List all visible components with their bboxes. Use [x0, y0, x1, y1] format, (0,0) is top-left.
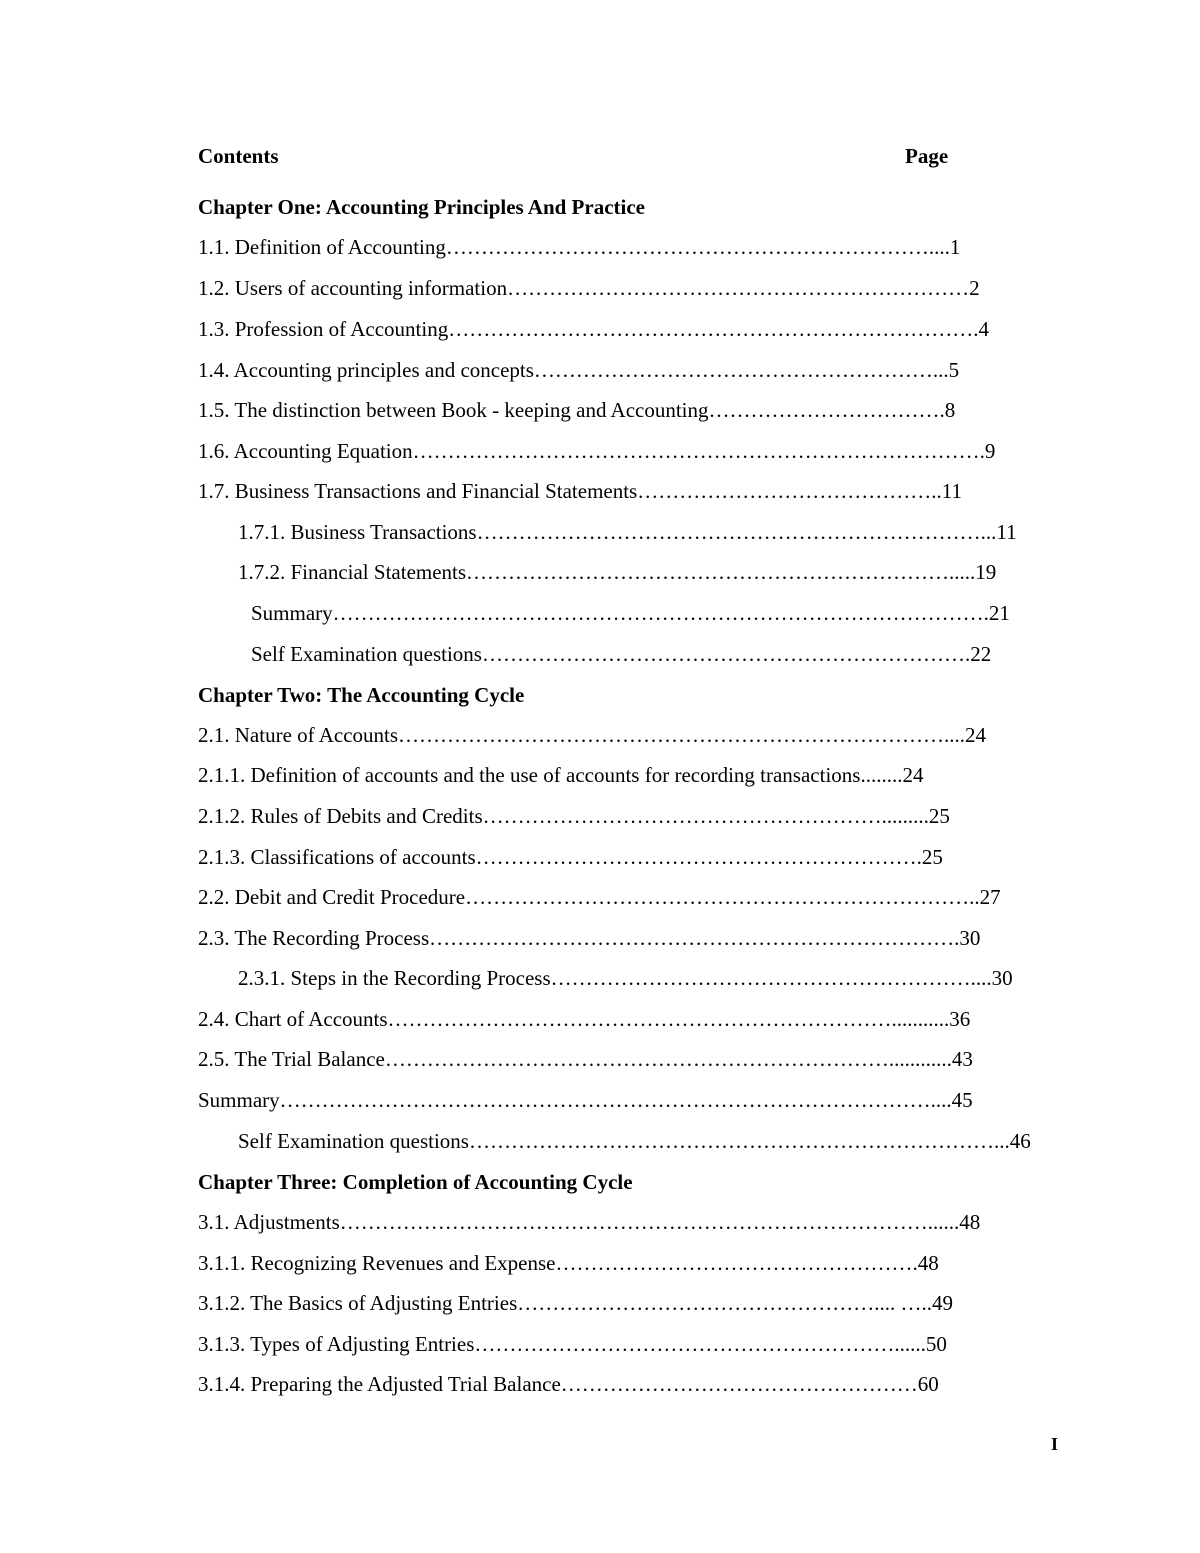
toc-entry: Self Examination questions…………………………………………………………….22 [251, 642, 992, 666]
toc-entry: 1.2. Users of accounting information…………………………………………………………2 [198, 276, 980, 300]
chapter-heading: Chapter One: Accounting Principles And Practice [198, 195, 645, 219]
toc-entry: 2.4. Chart of Accounts………………………………………………………………...........36 [198, 1007, 971, 1031]
toc-entry: 1.3. Profession of Accounting………………………………………………………………….4 [198, 317, 989, 341]
toc-entry: Summary………………………………………………………………………………….21 [251, 601, 1010, 625]
toc-entry: 1.1. Definition of Accounting……………………………………………………………....1 [198, 235, 961, 259]
toc-entry: 2.1.3. Classifications of accounts……………………………………………………….25 [198, 845, 943, 869]
contents-heading: Contents [198, 144, 279, 168]
page-column-heading: Page [905, 144, 949, 168]
toc-entry: 1.4. Accounting principles and concepts…………………………………………………...5 [198, 358, 960, 382]
toc-entry: 2.1. Nature of Accounts……………………………………………………………………....24 [198, 723, 987, 747]
page-number: I [1051, 1434, 1059, 1454]
chapter-heading: Chapter Three: Completion of Accounting Cycle [198, 1170, 633, 1194]
toc-entry: 3.1. Adjustments…………………………………………………………………………......48 [198, 1210, 981, 1234]
toc-entry: Summary…………………………………………………………………………………....45 [198, 1088, 973, 1112]
toc-entry: 2.1.1. Definition of accounts and the use of accounts for recording transactions........24 [198, 763, 924, 787]
toc-entry: 2.5. The Trial Balance………………………………………………………………............43 [198, 1047, 973, 1071]
toc-entry: 1.5. The distinction between Book - keeping and Accounting…………………………….8 [198, 398, 956, 422]
toc-entry: Self Examination questions…………………………………………………………………...46 [238, 1129, 1031, 1153]
toc-entry: 3.1.4. Preparing the Adjusted Trial Balance……………………………………………60 [198, 1372, 939, 1396]
toc-entry: 2.1.2. Rules of Debits and Credits………………………………………………….........25 [198, 804, 950, 828]
toc-entry: 1.7.2. Financial Statements…………………………………………………………….....19 [238, 560, 997, 584]
chapter-heading: Chapter Two: The Accounting Cycle [198, 683, 525, 707]
toc-entry: 1.7.1. Business Transactions………………………………………………………………...11 [238, 520, 1017, 544]
toc-entry: 3.1.2. The Basics of Adjusting Entries…………………………………………….... …..49 [198, 1291, 954, 1315]
toc-entry: 3.1.1. Recognizing Revenues and Expense…………………………………………….48 [198, 1251, 939, 1275]
toc-entry: 1.7. Business Transactions and Financial Statements……………………………………..11 [198, 479, 962, 503]
toc-entry: 2.3.1. Steps in the Recording Process……………………………………………………....30 [238, 966, 1013, 990]
toc-entry: 1.6. Accounting Equation……………………………………………………………………….9 [198, 439, 996, 463]
toc-entry: 2.3. The Recording Process………………………………………………………………….30 [198, 926, 981, 950]
toc-entry: 3.1.3. Types of Adjusting Entries……………………………………………………......50 [198, 1332, 947, 1356]
toc-entry: 2.2. Debit and Credit Procedure………………………………………………………………..27 [198, 885, 1001, 909]
